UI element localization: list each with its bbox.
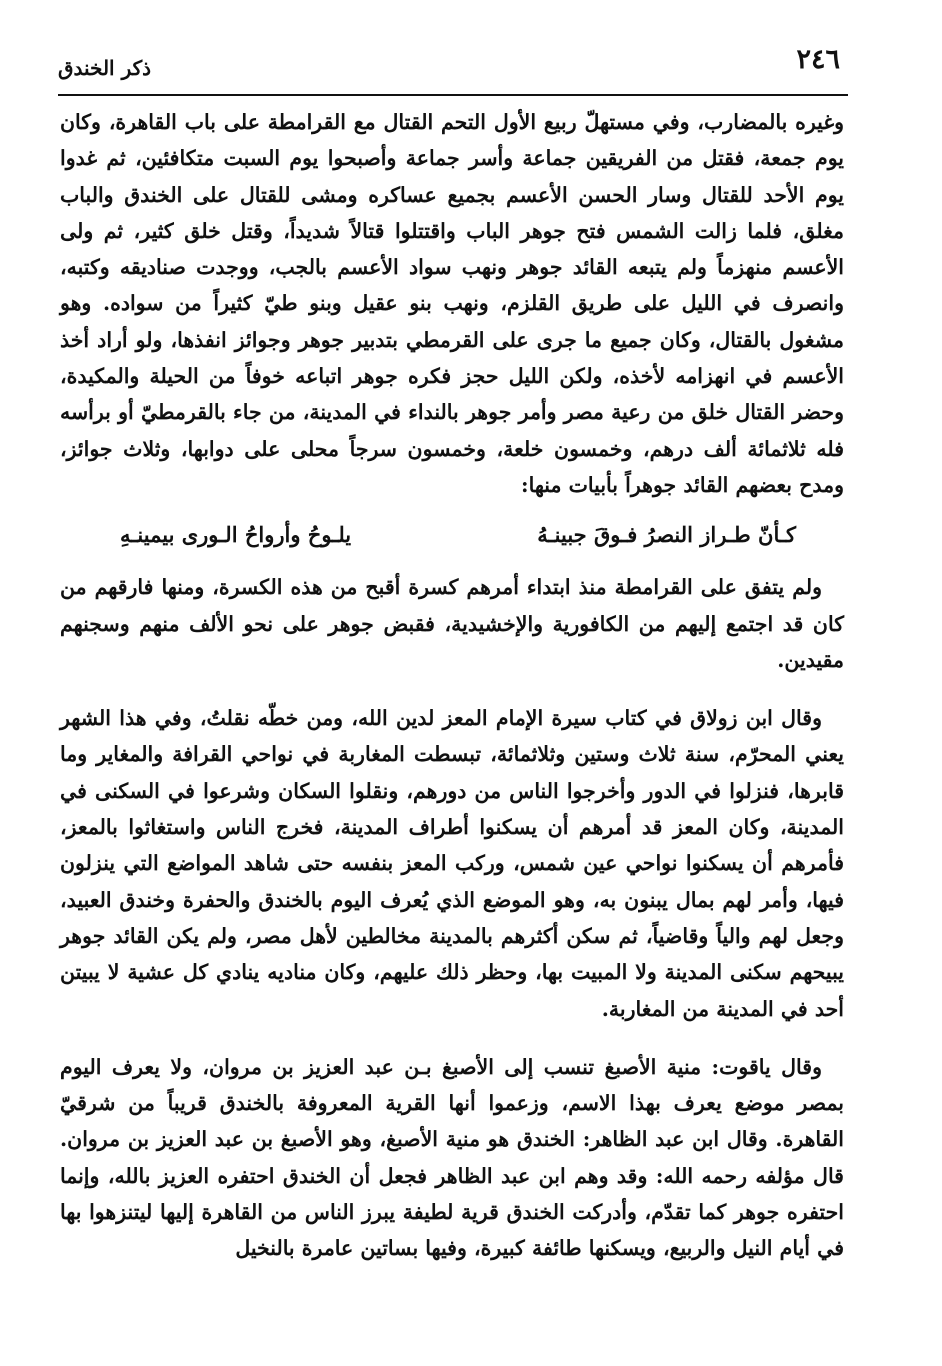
running-head [58, 44, 840, 88]
poem-verse [120, 517, 796, 553]
paragraph-ibn-zulaq: وقال ابن زولاق في كتاب سيرة الإمام المعز لدين الله، ومن خطّه نقلتُ، وفي هذا الشهر يعني المحرّم، سنة ثلاث وستين وثلاثمائة، تبسطت المغاربة في نواحي القرافة والمغاير وما قابرها، فنزلوا في الدور وأخرجوا الناس من دورهم، ونقلوا السكان وشرعوا في السكنى في المدينة، وكان المعز قد أمرهم أن يسكنوا أطراف المدينة، فخرج الناس واستغاثوا بالمعز، فأمرهم أن يسكنوا نواحي عين شمس، وركب المعز بنفسه حتى شاهد المواضع التي ينزلون فيها، وأمر لهم بمال يبنون به، وهو الموضع الذي يُعرف اليوم بالخندق والحفرة وخندق العبيد، وجعل لهم والياً وقاضياً، ثم سكن أكثرهم بالمدينة مخالطين لأهل مصر، ولم يكن القائد جوهر يبيحهم سكنى المدينة ولا المبيت بها، وحظر ذلك عليهم، وكان مناديه ينادي كل عشية لا يبيتن أحد في المدينة من المغاربة. [60, 706, 844, 1021]
paragraph-battle-qarmatians: وغيره بالمضارب، وفي مستهلّ ربيع الأول التحم القتال مع القرامطة على باب القاهرة، وكان يوم جمعة، فقتل من الفريقين جماعة وأسر جماعة وأصبحوا يوم السبت متكافئين، ثم غدوا يوم الأحد للقتال وسار الحسن الأعسم بجميع عساكره ومشى للقتال على الخندق والباب مغلق، فلما زالت الشمس فتح جوهر الباب واقتتلوا قتالاً شديداً، وقتل خلق كثير، ثم ولى الأعسم منهزماً ولم يتبعه القائد جوهر ونهب سواد الأعسم بالجب، ووجدت صناديقه وكتبه، وانصرف في الليل على طريق القلزم، ونهب بنو عقيل وبنو طيّ كثيراً من سواده. وهو مشغول بالقتال، وكان جميع ما جرى على القرمطي بتدبير جوهر وجوائز انفذها، ولو أراد أخذ الأعسم في انهزامه لأخذه، ولكن الليل حجز فكره جوهر اتباعه خوفاً من الحيلة والمكيدة، وحضر القتال خلق من رعية مصر وأمر جوهر بالنداء في المدينة، من جاء بالقرمطيّ أو برأسه فله ثلاثمائة ألف درهم، وخمسون خلعة، وخمسون سرجاً محلى على دوابها، وثلاث جوائز، ومدح بعضهم القائد جوهراً بأبيات منها: [60, 110, 844, 497]
verse-second-hemistich: يلـوحُ وأرواحُ الـورى بيمينـهِ [120, 522, 352, 548]
paragraph-yaqut: وقال ياقوت: منية الأصبغ تنسب إلى الأصبغ بـن عبد العزيز بن مروان، ولا يعرف اليوم بمصر موضع يعرف بهذا الاسم، وزعموا أنها القرية المعروفة بالخندق قريباً من شرقيّ القاهرة. وقال ابن عبد الظاهر: الخندق هو منية الأصبغ، وهو الأصبغ بن عبد العزيز بن مروان. قال مؤلفه رحمه الله: وقد وهم ابن عبد الظاهر فجعل أن الخندق احتفره العزيز بالله، وإنما احتفره جوهر كما تقدّم، وأدركت الخندق قرية لطيفة يبرز الناس من القاهرة إليها ليتنزهوا بها في أيام النيل والربيع، ويسكنها طائفة كبيرة، وفيها بساتين عامرة بالنخيل [60, 1054, 844, 1261]
body-text [60, 104, 844, 1267]
section-title: ذكر الخندق [58, 56, 152, 80]
header-rule [58, 94, 848, 96]
page-number: ٢٤٦ [796, 44, 840, 75]
verse-first-hemistich: كـأنّ طـراز النصرُ فـوقَ جبينـهُ [537, 522, 796, 548]
paragraph-spacer [60, 678, 844, 700]
paragraph-qarmatian-defeat: ولم يتفق على القرامطة منذ ابتداء أمرهم كسرة أقبح من هذه الكسرة، ومنها فارقهم من كان قد اجتمع إليهم من الكافورية والإخشيدية، فقبض جوهر على نحو الألف منهم وسجنهم مقيدين. [60, 575, 844, 672]
paragraph-spacer [60, 1027, 844, 1049]
